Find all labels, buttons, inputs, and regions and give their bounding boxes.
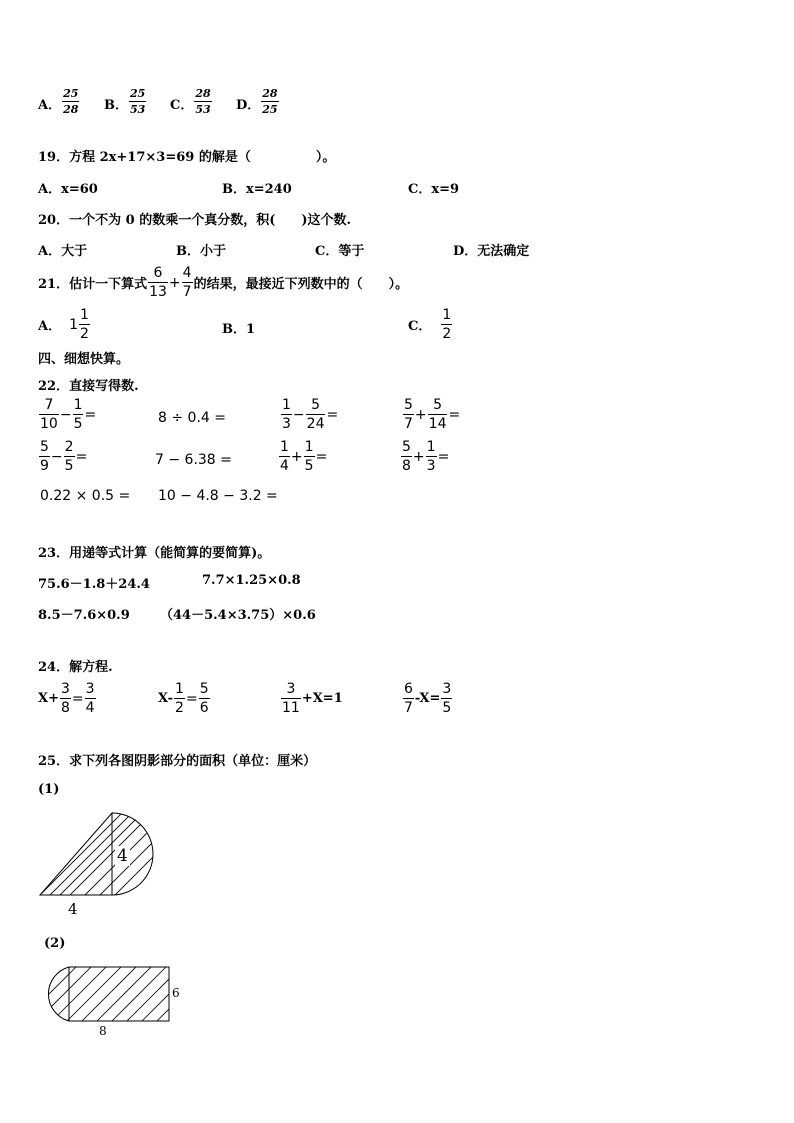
q18-option-c: C． $\frac{28}{53}$ [170, 87, 211, 116]
q25-figure-1-label: (1) [38, 782, 60, 797]
section-heading: 四、细想快算。 [38, 352, 130, 367]
q22-expression-7: $\frac{1}{4}$ + $\frac{1}{5}$ = [280, 439, 328, 474]
q24-equation-1: X+ $\frac{3}{8}$ = $\frac{3}{4}$ [38, 681, 95, 716]
q22-expression-2: 8 ÷ 0.4 = [158, 410, 226, 426]
q20-option-b: B．小于 [176, 244, 226, 259]
q22-expression-9: 0.22 × 0.5 = [40, 488, 131, 504]
q20-option-a: A．大于 [38, 244, 88, 259]
q21-option-a-fraction: $\frac{1}{2}$ [80, 307, 89, 342]
q21-option-b: B．1 [222, 322, 256, 337]
q23-expression-1: 75.6－1.8＋24.4 [38, 577, 150, 592]
q25-figure-2-width-label: 8 [99, 1024, 107, 1038]
q22-expression-4: $\frac{5}{7}$ + $\frac{5}{14}$ = [404, 397, 461, 432]
q25-figure-1-side-label: 4 [117, 846, 128, 866]
q23-expression-2: 7.7×1.25×0.8 [202, 573, 301, 588]
q21-option-a: A． 1 $\frac{1}{2}$ [38, 307, 89, 342]
q18-option-b-fraction: $\frac{25}{53}$ [130, 87, 146, 116]
q18-option-c-fraction: $\frac{28}{53}$ [195, 87, 211, 116]
q18-option-d-fraction: $\frac{28}{25}$ [262, 87, 278, 116]
q24-equation-4: $\frac{6}{7}$ -X= $\frac{3}{5}$ [404, 681, 452, 716]
q18-option-b: B． $\frac{25}{53}$ [104, 87, 146, 116]
q25-figure-1-base-label: 4 [68, 900, 78, 918]
q24-equation-3: $\frac{3}{11}$ +X=1 [282, 681, 343, 716]
q20-option-c: C．等于 [315, 244, 365, 259]
q22-expression-1: $\frac{7}{10}$ − $\frac{1}{5}$ = [40, 397, 97, 432]
q25-figure-2 [36, 962, 176, 1024]
q18-option-d: D． $\frac{28}{25}$ [236, 87, 278, 116]
q22-expression-8: $\frac{5}{8}$ + $\frac{1}{3}$ = [402, 439, 450, 474]
q18-option-a: A． $\frac{25}{28}$ [38, 87, 79, 116]
q21-fraction-2: $\frac{4}{7}$ [182, 265, 192, 300]
q25-figure-2-height-label: 6 [172, 986, 180, 1000]
q19-question: 19．方程 2x+17×3=69 的解是（ ）。 [38, 150, 336, 165]
q22-expression-6: 7 − 6.38 = [155, 452, 232, 468]
q20-option-d: D．无法确定 [453, 244, 530, 259]
q25-figure-2-label: (2) [44, 936, 66, 951]
q23-title: 23．用递等式计算（能简算的要简算)。 [38, 546, 271, 561]
q22-expression-5: $\frac{5}{9}$ − $\frac{2}{5}$ = [40, 439, 88, 474]
q25-figure-1 [30, 805, 170, 920]
q24-equation-2: X- $\frac{1}{2}$ = $\frac{5}{6}$ [158, 681, 209, 716]
q22-expression-3: $\frac{1}{3}$ − $\frac{5}{24}$ = [282, 397, 339, 432]
q23-expression-3: 8.5－7.6×0.9 [38, 608, 130, 623]
q19-option-a: A．x=60 [38, 182, 98, 197]
q21-question: 21．估计一下算式 $\frac{6}{13}$ + $\frac{4}{7}$ 的结果，最接近下列数中的（ ）。 [38, 265, 409, 300]
q24-title: 24．解方程. [38, 660, 113, 675]
q22-expression-10: 10 − 4.8 − 3.2 = [158, 488, 278, 504]
q21-option-c: C． $\frac{1}{2}$ [408, 307, 452, 342]
q20-question: 20．一个不为 0 的数乘一个真分数，积( )这个数. [38, 213, 352, 228]
q18-options [38, 88, 280, 115]
q23-expression-4: （44－5.4×3.75）×0.6 [160, 608, 316, 623]
q21-option-c-fraction: $\frac{1}{2}$ [442, 307, 452, 342]
q19-option-b: B．x=240 [222, 182, 292, 197]
q21-fraction-1: $\frac{6}{13}$ [149, 265, 167, 300]
q22-title: 22．直接写得数. [38, 379, 139, 394]
q25-title: 25．求下列各图阴影部分的面积（单位：厘米） [38, 754, 317, 769]
q19-option-c: C．x=9 [408, 182, 460, 197]
q18-option-a-fraction: $\frac{25}{28}$ [63, 87, 79, 116]
